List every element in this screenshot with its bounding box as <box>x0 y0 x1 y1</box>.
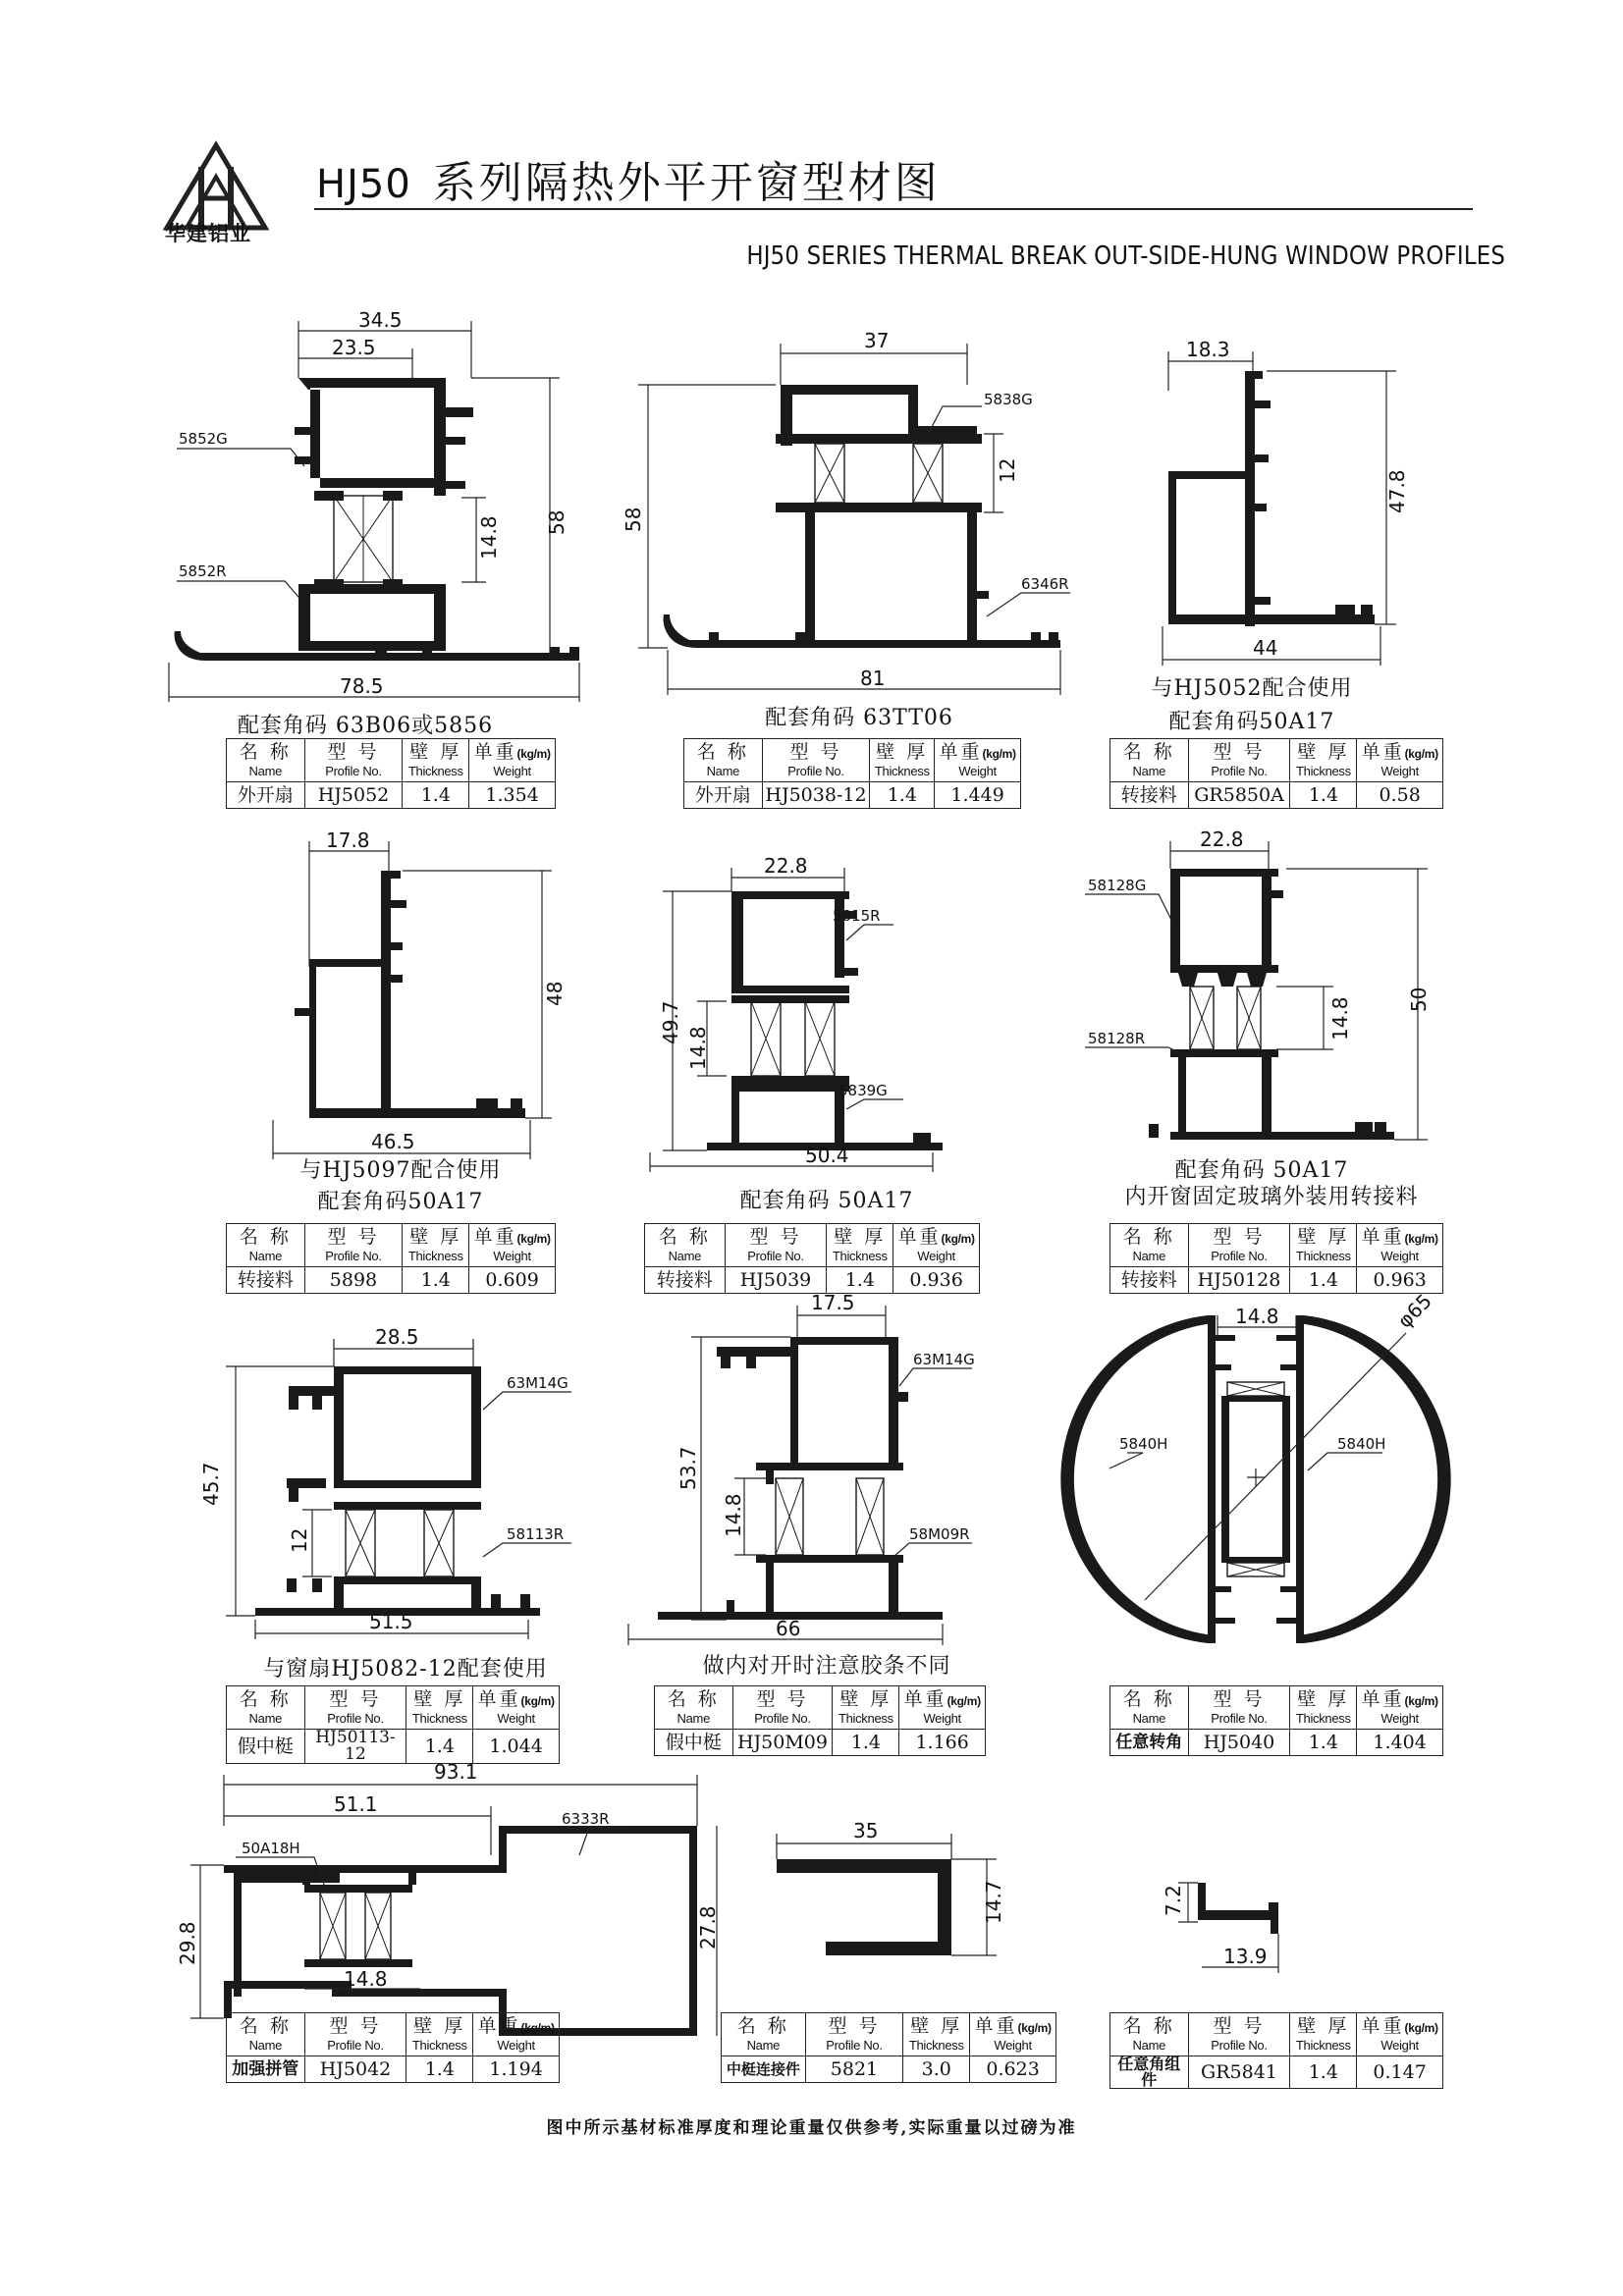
spec-model: HJ5042 <box>304 2056 406 2083</box>
spec-model: HJ50128 <box>1188 1267 1290 1294</box>
spec-weight: 0.147 <box>1357 2056 1443 2089</box>
spec-thickness: 1.4 <box>827 1267 893 1294</box>
svg-text:63M14G: 63M14G <box>507 1374 568 1392</box>
spec-model: 5821 <box>805 2056 903 2083</box>
spec-thickness: 1.4 <box>403 782 469 809</box>
spec-name: 假中梃 <box>655 1730 733 1756</box>
title-cn-text: 系列隔热外平开窗型材图 <box>432 158 941 208</box>
svg-text:14.8: 14.8 <box>344 1967 388 1991</box>
spec-table-hj50113-12: 名 称 Name 型 号 Profile No. 壁 厚 Thickness 单重(kg/m) Weight 假中梃 HJ50113-12 1.4 1.044 <box>226 1685 560 1764</box>
svg-text:5839G: 5839G <box>839 1082 888 1099</box>
spec-name: 转接料 <box>645 1267 726 1294</box>
svg-text:7.2: 7.2 <box>1162 1885 1185 1916</box>
svg-text:50A18H: 50A18H <box>242 1840 300 1857</box>
spec-thickness: 1.4 <box>1290 1267 1357 1294</box>
svg-text:17.5: 17.5 <box>811 1291 855 1314</box>
spec-table-hj50m09: 名 称 Name 型 号 Profile No. 壁 厚 Thickness 单重(kg/m) Weight 假中梃 HJ50M09 1.4 1.166 <box>654 1685 986 1756</box>
spec-name: 转接料 <box>1110 782 1189 809</box>
spec-name: 中梃连接件 <box>722 2056 806 2083</box>
svg-text:78.5: 78.5 <box>340 674 384 698</box>
svg-text:14.8: 14.8 <box>722 1493 745 1537</box>
spec-weight: 1.449 <box>935 782 1021 809</box>
svg-text:6346R: 6346R <box>1021 575 1069 593</box>
spec-thickness: 1.4 <box>870 782 935 809</box>
svg-text:81: 81 <box>860 667 886 690</box>
profile-drawing-hj50128 <box>1080 829 1434 1144</box>
spec-model: HJ5052 <box>304 782 403 809</box>
svg-text:23.5: 23.5 <box>332 336 376 359</box>
spec-thickness: 1.4 <box>403 1267 469 1294</box>
profile-drawing-5898 <box>265 829 569 1163</box>
spec-name: 任意角组件 <box>1110 2056 1189 2089</box>
spec-thickness: 1.4 <box>406 2056 473 2083</box>
spec-model: HJ5040 <box>1188 1730 1290 1756</box>
profile-drawing-5821 <box>771 1816 1016 1973</box>
page-subtitle-en: HJ50 SERIES THERMAL BREAK OUT-SIDE-HUNG WINDOW PROFILES <box>746 241 1505 271</box>
svg-text:12: 12 <box>996 457 1019 483</box>
spec-table-5821: 名 称 Name 型 号 Profile No. 壁 厚 Thickness 单重(kg/m) Weight 中梃连接件 5821 3.0 0.623 <box>721 2012 1056 2083</box>
spec-table-hj5040: 名 称 Name 型 号 Profile No. 壁 厚 Thickness 单重(kg/m) Weight 任意转角 HJ5040 1.4 1.404 <box>1109 1685 1443 1756</box>
caption-gr5850a-line1: 与HJ5052配合使用 <box>1151 676 1353 701</box>
spec-weight: 0.963 <box>1357 1267 1443 1294</box>
spec-model: HJ50113-12 <box>304 1730 406 1764</box>
svg-text:34.5: 34.5 <box>358 308 403 332</box>
profile-drawing-hj5042 <box>177 1757 727 2002</box>
spec-table-hj5042: 名 称 Name 型 号 Profile No. 壁 厚 Thickness 单重(kg/m) Weight 加强拼管 HJ5042 1.4 1.194 <box>226 2012 560 2083</box>
spec-thickness: 1.4 <box>406 1730 473 1764</box>
svg-text:φ65: φ65 <box>1392 1289 1436 1333</box>
svg-text:58M09R: 58M09R <box>909 1525 970 1543</box>
svg-text:6333R: 6333R <box>562 1810 610 1828</box>
profile-drawing-hj5038-12 <box>622 326 1109 709</box>
spec-weight: 0.58 <box>1357 782 1443 809</box>
svg-text:14.8: 14.8 <box>1235 1305 1279 1328</box>
caption-hj5038-12: 配套角码 63TT06 <box>765 706 953 730</box>
svg-text:47.8: 47.8 <box>1385 469 1409 513</box>
svg-text:17.8: 17.8 <box>326 828 370 852</box>
spec-thickness: 3.0 <box>903 2056 970 2083</box>
svg-text:29.8: 29.8 <box>176 1921 199 1965</box>
spec-weight: 1.354 <box>469 782 556 809</box>
caption-hj50128-line2: 内开窗固定玻璃外装用转接料 <box>1124 1185 1419 1209</box>
spec-name: 转接料 <box>227 1267 305 1294</box>
profile-drawing-hj50113-12 <box>196 1327 589 1641</box>
svg-text:44: 44 <box>1253 636 1278 660</box>
profile-drawing-hj50m09 <box>619 1291 1011 1649</box>
spec-thickness: 1.4 <box>833 1730 899 1756</box>
svg-text:5838G: 5838G <box>984 391 1033 408</box>
svg-text:18.3: 18.3 <box>1186 338 1230 361</box>
caption-hj50m09: 做内对开时注意胶条不同 <box>702 1654 951 1679</box>
spec-model: HJ5039 <box>725 1267 827 1294</box>
caption-hj5052: 配套角码 63B06或5856 <box>237 714 494 738</box>
svg-text:58: 58 <box>622 507 645 532</box>
svg-text:12: 12 <box>288 1527 311 1553</box>
svg-text:22.8: 22.8 <box>764 854 808 878</box>
svg-text:35: 35 <box>853 1819 879 1842</box>
svg-text:58128G: 58128G <box>1088 877 1147 894</box>
svg-text:51.5: 51.5 <box>369 1610 413 1633</box>
svg-text:93.1: 93.1 <box>434 1760 478 1784</box>
spec-name: 外开扇 <box>227 782 305 809</box>
spec-table-5898: 名 称 Name 型 号 Profile No. 壁 厚 Thickness 单重(kg/m) Weight 转接料 5898 1.4 0.609 <box>226 1223 556 1294</box>
spec-model: HJ50M09 <box>732 1730 833 1756</box>
spec-weight: 1.194 <box>473 2056 560 2083</box>
spec-thickness: 1.4 <box>1290 1730 1357 1756</box>
series-code: HJ50 <box>316 162 411 207</box>
spec-thickness: 1.4 <box>1290 782 1357 809</box>
caption-5898-line1: 与HJ5097配合使用 <box>299 1158 502 1183</box>
svg-text:50.4: 50.4 <box>805 1144 849 1167</box>
profile-drawing-gr5841 <box>1149 1845 1335 1993</box>
header-divider <box>314 208 1473 210</box>
spec-table-gr5841: 名 称 Name 型 号 Profile No. 壁 厚 Thickness 单重(kg/m) Weight 任意角组件 GR5841 1.4 0.147 <box>1109 2012 1443 2089</box>
svg-text:48: 48 <box>543 981 567 1006</box>
spec-table-gr5850a: 名 称 Name 型 号 Profile No. 壁 厚 Thickness 单重(kg/m) Weight 转接料 GR5850A 1.4 0.58 <box>1109 738 1443 809</box>
svg-text:14.8: 14.8 <box>1328 996 1352 1041</box>
svg-text:14.8: 14.8 <box>686 1026 710 1070</box>
svg-text:51.1: 51.1 <box>334 1792 378 1816</box>
caption-gr5850a-line2: 配套角码50A17 <box>1168 710 1335 734</box>
svg-text:14.8: 14.8 <box>477 515 501 560</box>
caption-hj5039: 配套角码 50A17 <box>739 1189 914 1213</box>
svg-text:5815R: 5815R <box>833 907 881 925</box>
svg-text:45.7: 45.7 <box>199 1462 223 1506</box>
svg-text:5840H: 5840H <box>1119 1435 1168 1453</box>
spec-name: 假中梃 <box>227 1730 305 1764</box>
spec-model: GR5850A <box>1188 782 1290 809</box>
svg-text:46.5: 46.5 <box>371 1130 415 1153</box>
svg-text:58: 58 <box>545 509 568 535</box>
svg-text:5852G: 5852G <box>179 430 228 448</box>
spec-table-hj5052: 名 称 Name 型 号 Profile No. 壁 厚 Thickness 单重(kg/m) Weight 外开扇 HJ5052 1.4 1.354 <box>226 738 556 809</box>
svg-text:28.5: 28.5 <box>375 1325 419 1349</box>
profile-drawing-hj5052 <box>167 309 619 702</box>
spec-table-hj5039: 名 称 Name 型 号 Profile No. 壁 厚 Thickness 单重(kg/m) Weight 转接料 HJ5039 1.4 0.936 <box>644 1223 980 1294</box>
svg-text:49.7: 49.7 <box>659 1000 682 1044</box>
svg-text:53.7: 53.7 <box>676 1446 700 1490</box>
spec-model: HJ5038-12 <box>762 782 870 809</box>
spec-name: 任意转角 <box>1110 1730 1189 1756</box>
page-title <box>316 147 941 210</box>
caption-hj50113-12: 与窗扇HJ5082-12配套使用 <box>263 1657 548 1682</box>
profile-drawing-gr5850a <box>1129 332 1424 666</box>
svg-text:66: 66 <box>776 1617 801 1640</box>
spec-weight: 1.044 <box>473 1730 560 1764</box>
profile-drawing-hj5039 <box>628 852 982 1176</box>
svg-text:13.9: 13.9 <box>1223 1945 1268 1968</box>
spec-name: 加强拼管 <box>227 2056 305 2083</box>
spec-name: 转接料 <box>1110 1267 1189 1294</box>
svg-text:63M14G: 63M14G <box>913 1351 975 1368</box>
footer-note: 图中所示基材标准厚度和理论重量仅供参考,实际重量以过磅为准 <box>546 2118 1077 2138</box>
spec-table-hj50128: 名 称 Name 型 号 Profile No. 壁 厚 Thickness 单重(kg/m) Weight 转接料 HJ50128 1.4 0.963 <box>1109 1223 1443 1294</box>
spec-weight: 0.936 <box>893 1267 980 1294</box>
spec-table-hj5038-12: 名 称 Name 型 号 Profile No. 壁 厚 Thickness 单重(kg/m) Weight 外开扇 HJ5038-12 1.4 1.449 <box>683 738 1021 809</box>
spec-weight: 1.404 <box>1357 1730 1443 1756</box>
svg-text:5852R: 5852R <box>179 562 227 580</box>
spec-model: 5898 <box>304 1267 403 1294</box>
profile-drawing-hj5040 <box>1090 1289 1453 1649</box>
spec-model: GR5841 <box>1188 2056 1290 2089</box>
spec-weight: 0.623 <box>970 2056 1056 2083</box>
svg-text:27.8: 27.8 <box>696 1905 720 1949</box>
logo-text: 华建铝业 <box>165 222 251 245</box>
spec-weight: 1.166 <box>899 1730 986 1756</box>
spec-weight: 0.609 <box>469 1267 556 1294</box>
caption-hj50128-line1: 配套角码 50A17 <box>1174 1158 1349 1183</box>
svg-text:22.8: 22.8 <box>1200 828 1244 851</box>
svg-text:37: 37 <box>864 329 890 352</box>
caption-5898-line2: 配套角码50A17 <box>317 1190 484 1214</box>
spec-thickness: 1.4 <box>1290 2056 1357 2089</box>
spec-name: 外开扇 <box>684 782 763 809</box>
svg-text:14.7: 14.7 <box>982 1880 1005 1924</box>
svg-text:50: 50 <box>1407 987 1431 1012</box>
svg-text:5840H: 5840H <box>1337 1435 1386 1453</box>
svg-text:58128R: 58128R <box>1088 1030 1146 1047</box>
svg-text:58113R: 58113R <box>507 1525 565 1543</box>
